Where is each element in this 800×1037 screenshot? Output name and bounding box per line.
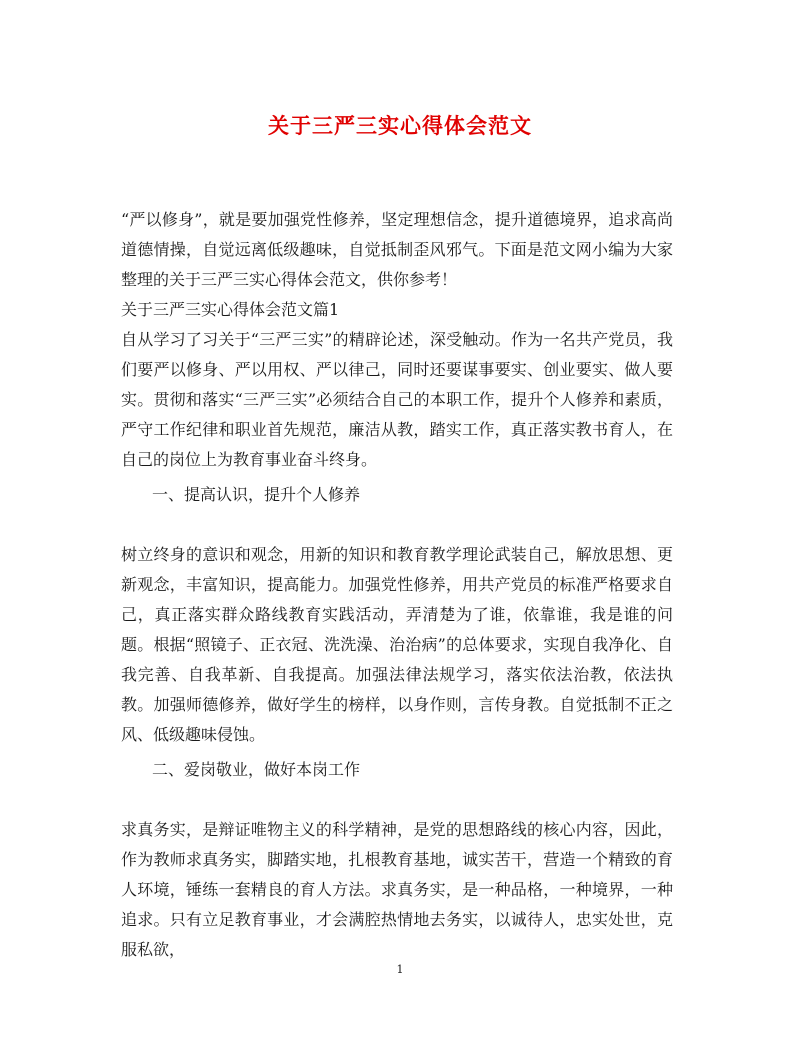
page-number: 1 <box>396 963 404 976</box>
section-2-body: 求真务实，是辩证唯物主义的科学精神，是党的思想路线的核心内容，因此，作为教师求真务实，脚踏实地，扎根教育基地，诚实苦干，营造一个精致的育人环境，锤练一套精良的育人方法。求真务实，是一种品格，一种境界，一种追求。只有立足教育事业，才会满腔热情地去务实，以诚待人，忠实处世，克服私欲， <box>121 820 673 959</box>
section-2-heading: 二、爱岗敬业，做好本岗工作 <box>152 760 361 779</box>
article-heading: 关于三严三实心得体会范文篇1 <box>121 300 340 319</box>
document-title: 关于三严三实心得体会范文 <box>268 113 532 138</box>
section-1-heading: 一、提高认识，提升个人修养 <box>152 485 361 504</box>
paragraph-1: 自从学习了习关于“三严三实”的精辟论述，深受触动。作为一名共产党员，我们要严以修身、严以用权、严以律己，同时还要谋事要实、创业要实、做人要实。贯彻和落实“三严三实”必须结合自己的本职工作，提升个人修养和素质，严守工作纪律和职业首先规范，廉洁从教，踏实工作，真正落实教书育人，在自己的岗位上为教育事业奋斗终身。 <box>121 330 673 469</box>
intro-paragraph: “严以修身”，就是要加强党性修养，坚定理想信念，提升道德境界，追求高尚道德情操，自觉远离低级趣味，自觉抵制歪风邪气。下面是范文网小编为大家整理的关于三严三实心得体会范文，供你参考！ <box>121 210 673 289</box>
section-1-body: 树立终身的意识和观念，用新的知识和教育教学理论武装自己，解放思想、更新观念，丰富知识，提高能力。加强党性修养，用共产党员的标准严格要求自己，真正落实群众路线教育实践活动，弄清楚为了谁，依靠谁，我是谁的问题。根据“照镜子、正衣冠、洗洗澡、治治病”的总体要求，实现自我净化、自我完善、自我革新、自我提高。加强法律法规学习，落实依法治教，依法执教。加强师德修养，做好学生的榜样，以身作则，言传身教。自觉抵制不正之风、低级趣味侵蚀。 <box>121 545 673 744</box>
